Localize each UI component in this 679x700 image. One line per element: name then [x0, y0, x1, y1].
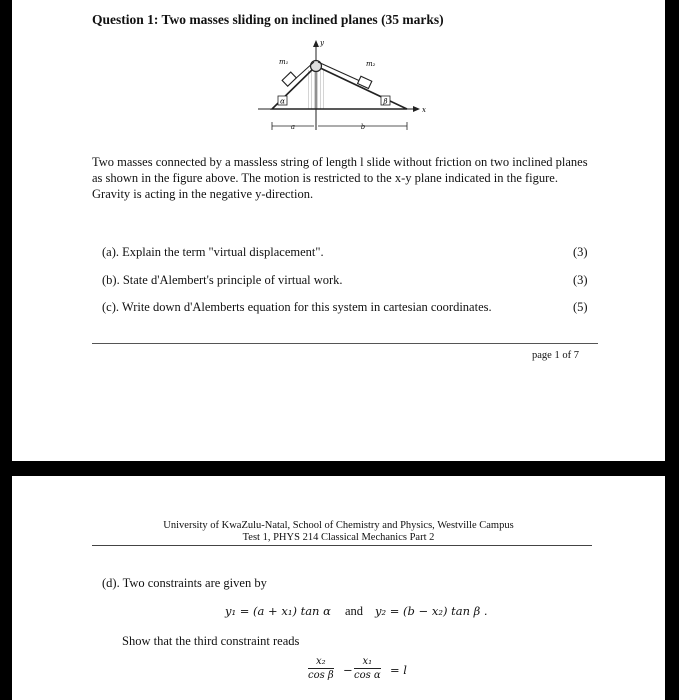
constraint-eq-1: y₁ = (a + x₁) tan α — [225, 604, 331, 618]
constraint-eq-2: y₂ = (b − x₂) tan β . — [375, 604, 488, 618]
mass-1-label: m₁ — [279, 58, 289, 66]
footer-rule — [92, 343, 598, 344]
beta-label: β — [383, 97, 388, 106]
header-university: University of KwaZulu-Natal, School of Chemistry and Physics, Westville Campus — [163, 520, 514, 531]
problem-paragraph: Two masses connected by a massless string of length l slide without friction on two inclined planes as shown in the figure above. The motion is restricted to the x-y plane indicated in the figure. Gravity is acting in the negative y-direction. — [92, 155, 588, 201]
dim-a-label: a — [290, 123, 296, 131]
equation-rhs: = l — [390, 663, 407, 677]
fraction-1-numerator: x₂ — [308, 656, 334, 669]
and-word: and — [345, 604, 364, 618]
mass-2-label: m₂ — [366, 60, 376, 68]
part-c-marks: (5) — [573, 300, 588, 314]
question-title: Question 1: Two masses sliding on inclined planes (35 marks) — [92, 12, 444, 27]
part-b-text: (b). State d'Alembert's principle of virtual work. — [102, 273, 343, 287]
x-axis-label: x — [422, 106, 426, 114]
fraction-1-denominator: cos β — [308, 670, 334, 681]
alpha-label: α — [280, 97, 285, 106]
part-a-text: (a). Explain the term "virtual displacement". — [102, 245, 324, 259]
x-axis-arrow — [413, 106, 420, 112]
page-2 — [12, 476, 665, 700]
minus-sign: − — [343, 663, 353, 677]
part-d-text: (d). Two constraints are given by — [102, 576, 267, 590]
page-1 — [12, 0, 665, 461]
show-text: Show that the third constraint reads — [122, 634, 300, 648]
fraction-2-denominator: cos α — [354, 670, 381, 681]
page-number: page 1 of 7 — [532, 350, 579, 361]
dim-b-label: b — [360, 123, 366, 131]
part-b-marks: (3) — [573, 273, 588, 287]
y-axis-arrow — [313, 40, 319, 47]
y-axis-label: y — [320, 39, 324, 47]
header-rule — [92, 545, 592, 546]
support-hatch — [306, 70, 326, 109]
fraction-1 — [308, 656, 334, 681]
mass-1-block — [282, 72, 296, 86]
pulley — [311, 61, 322, 72]
fraction-2-numerator: x₁ — [354, 656, 381, 669]
fraction-2 — [354, 656, 381, 681]
inclined-planes-figure — [242, 36, 442, 136]
part-c-text: (c). Write down d'Alemberts equation for this system in cartesian coordinates. — [102, 300, 492, 314]
header-course: Test 1, PHYS 214 Classical Mechanics Part 2 — [242, 532, 435, 543]
part-a-marks: (3) — [573, 245, 588, 259]
